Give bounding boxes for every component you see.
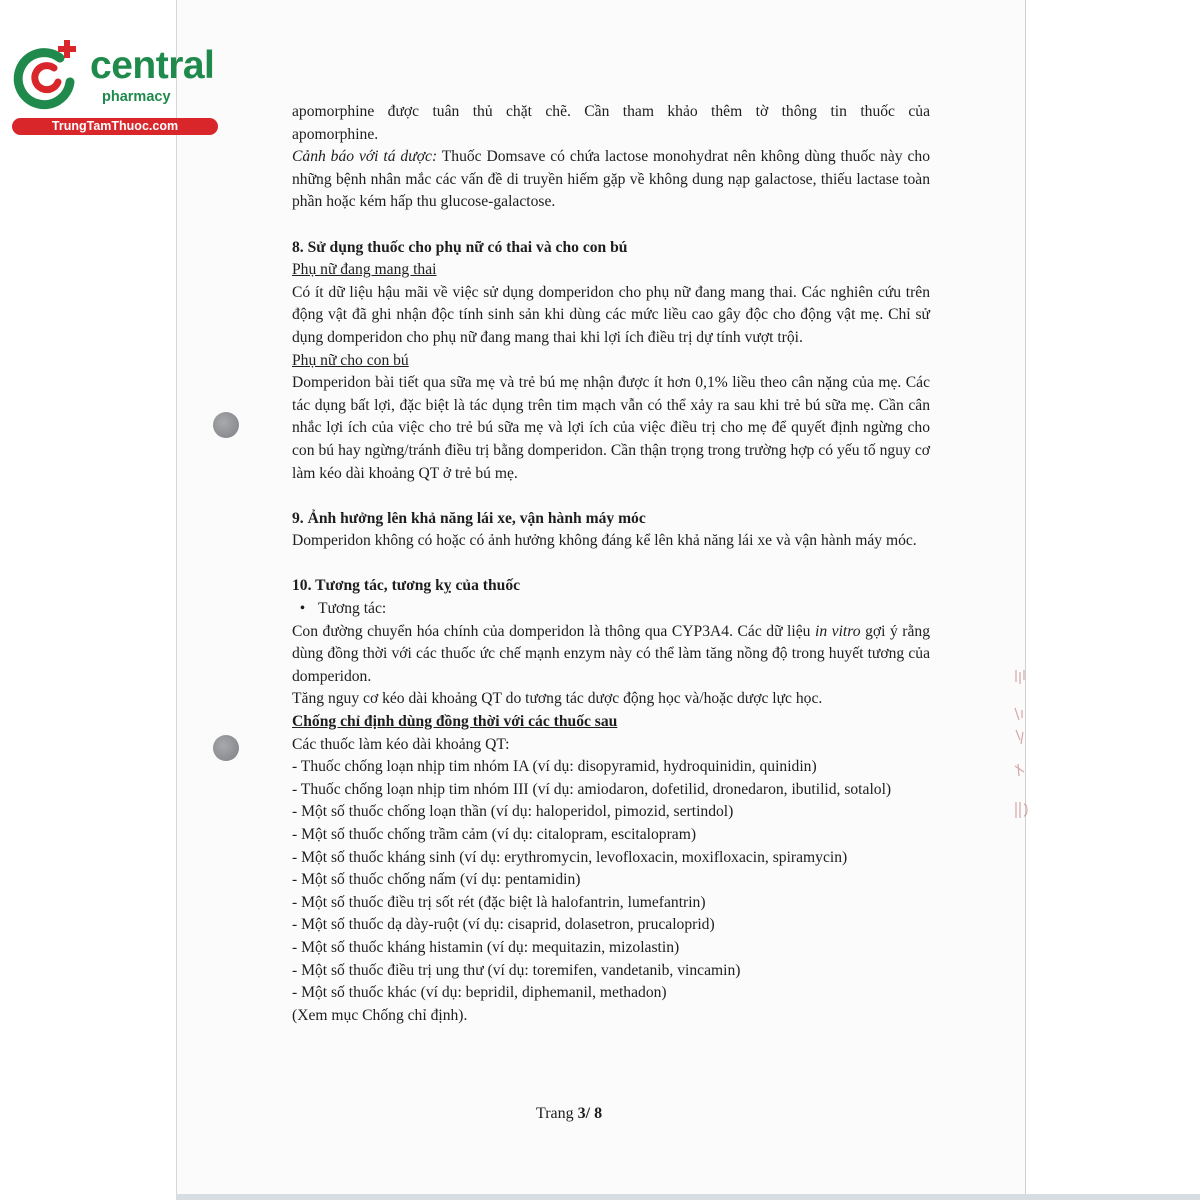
brand-website-link[interactable]: TrungTamThuoc.com [12, 118, 218, 135]
list-item: - Một số thuốc chống trầm cảm (ví dụ: citalopram, escitalopram) [292, 826, 697, 843]
text: Thuốc Domsave có chứa lactose monohydrat nên không dùng thuốc này cho những bệnh nhân mắc các vấn đề di truyền hiếm gặp về không dung nạp galactose, thiếu lactase toàn phần hoặc kém hấp thu glucose-galactose. [292, 148, 930, 211]
paragraph-excipient-warning [292, 146, 930, 214]
list-item: - Một số thuốc điều trị sốt rét (đặc biệt là halofantrin, lumefantrin) [292, 893, 706, 911]
section-heading-10: 10. Tương tác, tương kỵ của thuốc [292, 577, 521, 595]
list-item: - Thuốc chống loạn nhịp tim nhóm IA (ví dụ: disopyramid, hydroquinidin, quinidin) [292, 758, 817, 776]
document-body [292, 101, 930, 1027]
section-heading-8: 8. Sử dụng thuốc cho phụ nữ có thai và cho con bú [292, 238, 628, 256]
list-item: - Một số thuốc dạ dày-ruột (ví dụ: cisaprid, dolasetron, prucaloprid) [292, 916, 715, 934]
paragraph: apomorphine. [292, 125, 379, 143]
subheading-pregnancy: Phụ nữ đang mang thai [292, 261, 437, 279]
page-number: Trang 3/ 8 [536, 1105, 603, 1122]
list-item: - Một số thuốc chống nấm (ví dụ: pentamidin) [292, 871, 581, 889]
contraindication-heading: Chống chỉ định dùng đồng thời với các thuốc sau [292, 713, 618, 731]
punch-hole [213, 412, 239, 438]
list-item: - Một số thuốc kháng sinh (ví dụ: erythromycin, levofloxacin, moxifloxacin, spiramycin) [292, 848, 848, 866]
brand-logo[interactable] [10, 38, 215, 138]
paragraph: Domperidon bài tiết qua sữa mẹ và trẻ bú mẹ nhận được ít hơn 0,1% liều theo cân nặng của mẹ. Các tác dụng bất lợi, đặc biệt là tác dụng trên tim mạch vẫn có thể xảy ra sau khi trẻ bú sữa mẹ. Cần cân nhắc lợi ích của việc cho trẻ bú sữa mẹ và lợi ích của việc điều trị cho mẹ để quyết định ngừng cho con bú hay ngừng/tránh điều trị bằng domperidon. Cần thận trọng trong trường hợp có yếu tố nguy cơ làm kéo dài khoảng QT ở trẻ bú mẹ. [292, 374, 930, 482]
list-intro: Các thuốc làm kéo dài khoảng QT: [292, 735, 510, 753]
brand-name: central [90, 44, 215, 87]
paragraph: Tăng nguy cơ kéo dài khoảng QT do tương tác dược động học và/hoặc dược lực học. [292, 690, 823, 708]
list-item: - Một số thuốc khác (ví dụ: bepridil, diphemanil, methadon) [292, 984, 667, 1002]
page-bottom-edge [176, 1194, 1200, 1200]
paragraph-interactions: Con đường chuyển hóa chính của domperidon là thông qua CYP3A4. Các dữ liệu in vitro gợi ý rằng dùng đồng thời với các thuốc ức chế mạnh enzym này có thể làm tăng nồng độ trong huyết tương của domperidon. [292, 622, 931, 685]
stamp-mark [1010, 668, 1030, 828]
paragraph: apomorphine được tuân thủ chặt chẽ. Cần tham khảo thêm tờ thông tin thuốc của [292, 103, 930, 120]
bullet-item: • Tương tác: [292, 598, 930, 621]
section-heading-9: 9. Ảnh hưởng lên khả năng lái xe, vận hành máy móc [292, 509, 646, 527]
list-item: - Một số thuốc kháng histamin (ví dụ: mequitazin, mizolastin) [292, 938, 680, 956]
label: Cảnh báo với tá dược: [292, 148, 438, 166]
paragraph: Có ít dữ liệu hậu mãi về việc sử dụng domperidon cho phụ nữ đang mang thai. Các nghiên cứu trên động vật đã ghi nhận độc tính sinh sản khi dùng các mức liều cao gây độc cho động vật mẹ. Chỉ sử dụng domperidon cho phụ nữ đang mang thai khi lợi ích điều trị dự tính vượt trội. [292, 283, 930, 346]
list-item: - Thuốc chống loạn nhịp tim nhóm III (ví dụ: amiodaron, dofetilid, dronedaron, ibutilid, sotalol) [292, 780, 892, 798]
bullet-icon: • [292, 600, 306, 618]
list-item: - Một số thuốc chống loạn thần (ví dụ: haloperidol, pimozid, sertindol) [292, 803, 734, 821]
scan-background [0, 0, 176, 1200]
cross-reference: (Xem mục Chống chỉ định). [292, 1006, 468, 1024]
list-item: - Một số thuốc điều trị ung thư (ví dụ: toremifen, vandetanib, vincamin) [292, 961, 741, 979]
punch-hole [213, 735, 239, 761]
subheading-breastfeeding: Phụ nữ cho con bú [292, 351, 409, 369]
paragraph: Domperidon không có hoặc có ảnh hưởng không đáng kể lên khả năng lái xe và vận hành máy móc. [292, 532, 917, 550]
pharmacy-cross-icon [10, 38, 84, 112]
brand-subtitle: pharmacy [102, 89, 171, 105]
